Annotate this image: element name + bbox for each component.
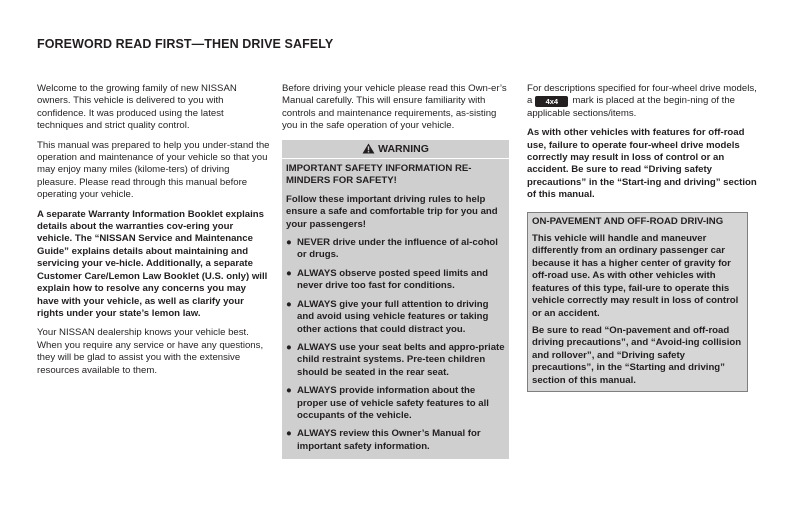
column-right: [527, 83, 759, 392]
list-item: ● ALWAYS use your seat belts and appro-priate child restraint systems. Pre-teen children should be seated in the rear seat.: [286, 341, 505, 378]
warning-box: [282, 140, 509, 460]
list-item: ● ALWAYS give your full attention to driving and avoid using vehicle features or taking other actions that could distract you.: [286, 298, 489, 335]
warning-triangle-icon: [362, 143, 375, 154]
warning-lead: Follow these important driving rules to help ensure a safe and comfortable trip for you and your passengers!: [286, 193, 498, 230]
off-road-caution-paragraph: As with other vehicles with features for off-road use, failure to operate four-wheel drive models correctly may result in loss of control or an accident. Be sure to read “Driving safety precautions” in the “Start-ing and driving” section of this manual.: [527, 127, 757, 201]
list-item: ● ALWAYS provide information about the proper use of vehicle safety features to all occupants of the vehicle.: [286, 385, 489, 421]
off-road-read-paragraph: Be sure to read “On-pavement and off-road driving precautions”, and “Avoid-ing collision and rollover”, and “Driving safety precautions”, in the “Starting and driving” section of this manual.: [532, 324, 742, 386]
warning-subheading: IMPORTANT SAFETY INFORMATION RE-MINDERS FOR SAFETY!: [286, 163, 472, 187]
dealership-paragraph: Your NISSAN dealership knows your vehicle best. When you require any service or have any questions, they will be glad to assist you with the extensive resources available to them.: [37, 327, 264, 376]
warranty-paragraph: A separate Warranty Information Booklet explains details about the warranties cov-ering your vehicle. The “NISSAN Service and Maintenance Guide” explains details about maintaining and servicing your ve-hicle. Additionally, a separate Customer Care/Lemon Law Booklet (U.S. only) will explain how to resolve any concerns you may have with your vehicle, as well as clarify your rights under your state’s lemon law.: [37, 208, 268, 319]
off-road-handling-paragraph: This vehicle will handle and maneuver differently from an ordinary passenger car because it has a higher center of gravity for off-road use. As with other vehicles with features of this type, fail-ure to operate this vehicle correctly may result in loss of control or an accident.: [532, 233, 739, 319]
list-item: ● NEVER drive under the influence of al-cohol or drugs.: [286, 237, 498, 261]
list-item: ● ALWAYS review this Owner’s Manual for important safety information.: [286, 428, 481, 452]
manual-purpose-paragraph: This manual was prepared to help you under-stand the operation and maintenance of your vehicle so that you may enjoy many miles (kilome-ters) of driving pleasure. Please read through this manual before operating your vehicle.: [37, 139, 270, 201]
read-manual-paragraph: Before driving your vehicle please read this Own-er’s Manual carefully. This will ensure familiarity with controls and maintenance requirements, as-sisting you in the safe operation of your vehicle.: [282, 83, 507, 132]
list-item: ● ALWAYS observe posted speed limits and never drive too fast for conditions.: [286, 267, 489, 292]
welcome-paragraph: Welcome to the growing family of new NISSAN owners. This vehicle is delivered to you with confidence. It was produced using the latest techniques and strict quality control.: [37, 83, 237, 132]
column-left: [37, 83, 270, 384]
warning-heading: WARNING: [378, 142, 429, 155]
column-middle: [282, 83, 512, 459]
off-road-info-box: [527, 212, 748, 392]
warning-header: [282, 140, 509, 159]
page-title: FOREWORD READ FIRST—THEN DRIVE SAFELY: [37, 37, 334, 51]
four-by-four-badge-icon: 4x4: [535, 96, 568, 107]
safety-rules-list: [286, 237, 505, 453]
warning-body: [282, 159, 509, 453]
off-road-heading: ON-PAVEMENT AND OFF-ROAD DRIV-ING: [532, 215, 724, 227]
four-wheel-drive-paragraph: For descriptions specified for four-wheel drive models, a 4x4 mark is placed at the begin-ning of the applicable sections/items.: [527, 83, 757, 119]
